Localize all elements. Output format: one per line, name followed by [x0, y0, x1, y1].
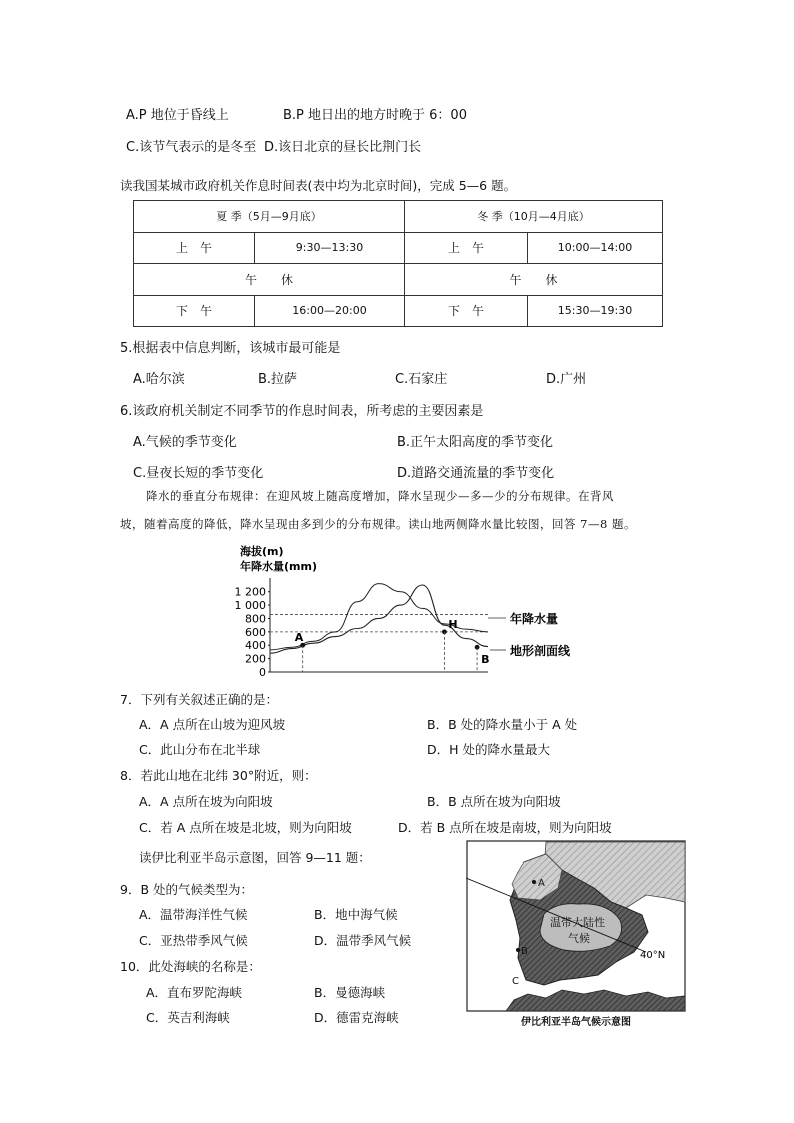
summer-afternoon-time: 16:00—20:00: [255, 295, 405, 327]
y-tick-label: 600: [245, 625, 266, 639]
legend-precip: 年降水量: [510, 612, 559, 626]
q5-stem: 5.根据表中信息判断，该城市最可能是: [120, 341, 341, 356]
table-row: [134, 295, 663, 327]
y-tick-label: 0: [259, 666, 266, 679]
chart-ylabel-precip: 年降水量(mm): [240, 560, 317, 573]
table-row: [134, 232, 663, 264]
q8-stem: 8．若此山地在北纬 30°附近，则：: [120, 768, 317, 783]
point-label-h: H: [448, 617, 458, 631]
q6-option-d: D.道路交通流量的季节变化: [397, 466, 555, 481]
q8-option-d: D．若 B 点所在坡是南坡，则为向阳坡: [398, 820, 612, 835]
q7-option-d: D．H 处的降水量最大: [427, 742, 550, 757]
iberia-intro: 读伊比利亚半岛示意图，回答 9—11 题：: [139, 850, 371, 865]
q4-option-a: A.P 地位于昏线上: [126, 108, 229, 123]
precipitation-profile-chart: [226, 540, 596, 680]
q8-option-a: A．A 点所在坡为向阳坡: [139, 794, 273, 809]
q9-option-a: A．温带海洋性气候: [139, 907, 248, 922]
point-label-a: A: [294, 631, 304, 645]
q5-option-d: D.广州: [546, 372, 587, 387]
precip-intro-line-1: 降水的垂直分布规律：在迎风坡上随高度增加，降水呈现少—多—少的分布规律。在背风: [146, 489, 614, 503]
precip-intro-line-2: 坡，随着高度的降低，降水呈现由多到少的分布规律。读山地两侧降水量比较图，回答 7—8 题。: [120, 517, 636, 531]
q4-option-c: C.该节气表示的是冬至: [126, 140, 257, 155]
q6-stem: 6.该政府机关制定不同季节的作息时间表，所考虑的主要因素是: [120, 404, 484, 419]
y-tick-label: 400: [245, 639, 266, 653]
q10-option-b: B．曼德海峡: [314, 985, 386, 1000]
schedule-table: [133, 200, 663, 327]
q7-option-a: A．A 点所在山坡为迎风坡: [139, 717, 286, 732]
q4-option-d: D.该日北京的昼长比荆门长: [264, 140, 422, 155]
iberia-climate-map: [466, 840, 686, 1030]
summer-morning-time: 9:30—13:30: [255, 232, 405, 264]
table-row: [134, 264, 663, 296]
winter-noon-label: 午 休: [405, 264, 663, 296]
q8-option-b: B．B 点所在坡为向阳坡: [427, 794, 561, 809]
q7-option-c: C．此山分布在北半球: [139, 742, 261, 757]
q10-option-c: C．英吉利海峡: [146, 1010, 230, 1025]
winter-header: 冬 季（10月—4月底）: [405, 201, 663, 233]
q6-option-a: A.气候的季节变化: [133, 435, 237, 450]
q10-option-d: D．德雷克海峡: [314, 1010, 399, 1025]
q6-option-b: B.正午太阳高度的季节变化: [397, 435, 554, 450]
winter-afternoon-label: 下 午: [405, 295, 528, 327]
q9-option-b: B．地中海气候: [314, 907, 398, 922]
map-caption: 伊比利亚半岛气候示意图: [521, 1017, 631, 1028]
q7-stem: 7．下列有关叙述正确的是：: [120, 692, 278, 707]
winter-morning-time: 10:00—14:00: [528, 232, 663, 264]
summer-header: 夏 季（5月—9月底）: [134, 201, 405, 233]
y-tick-label: 1 200: [234, 585, 266, 599]
map-label-a: A: [538, 878, 545, 889]
y-tick-label: 200: [245, 652, 266, 666]
point-b-marker: [516, 948, 520, 952]
q9-option-c: C．亚热带季风气候: [139, 933, 248, 948]
summer-noon-label: 午 休: [134, 264, 405, 296]
point-a-marker: [532, 880, 536, 884]
schedule-intro: 读我国某城市政府机关作息时间表(表中均为北京时间)，完成 5—6 题。: [120, 178, 517, 193]
q5-option-b: B.拉萨: [258, 372, 298, 387]
q9-stem: 9．B 处的气候类型为：: [120, 882, 254, 897]
q8-option-c: C．若 A 点所在坡是北坡，则为向阳坡: [139, 820, 352, 835]
legend-terrain: 地形剖面线: [510, 644, 571, 658]
winter-afternoon-time: 15:30—19:30: [528, 295, 663, 327]
table-row: [134, 201, 663, 233]
q4-option-b: B.P 地日出的地方时晚于 6：00: [283, 108, 467, 123]
q10-option-a: A．直布罗陀海峡: [146, 985, 243, 1000]
q6-option-c: C.昼夜长短的季节变化: [133, 466, 264, 481]
climate-label-line-2: 气候: [568, 932, 590, 945]
climate-label-line-1: 温带大陆性: [550, 916, 605, 929]
y-tick-label: 800: [245, 612, 266, 626]
q7-option-b: B．B 处的降水量小于 A 处: [427, 717, 578, 732]
latitude-label: 40°N: [640, 950, 666, 961]
chart-ylabel-altitude: 海拔(m): [240, 545, 284, 558]
q5-option-a: A.哈尔滨: [133, 372, 185, 387]
map-label-c: C: [512, 976, 519, 987]
q9-option-d: D．温带季风气候: [314, 933, 412, 948]
y-tick-label: 1 000: [234, 599, 266, 613]
winter-morning-label: 上 午: [405, 232, 528, 264]
summer-afternoon-label: 下 午: [134, 295, 255, 327]
map-label-b: B: [521, 946, 528, 957]
summer-morning-label: 上 午: [134, 232, 255, 264]
point-label-b: B: [481, 653, 490, 667]
q5-option-c: C.石家庄: [395, 372, 448, 387]
q10-stem: 10．此处海峡的名称是：: [120, 959, 261, 974]
